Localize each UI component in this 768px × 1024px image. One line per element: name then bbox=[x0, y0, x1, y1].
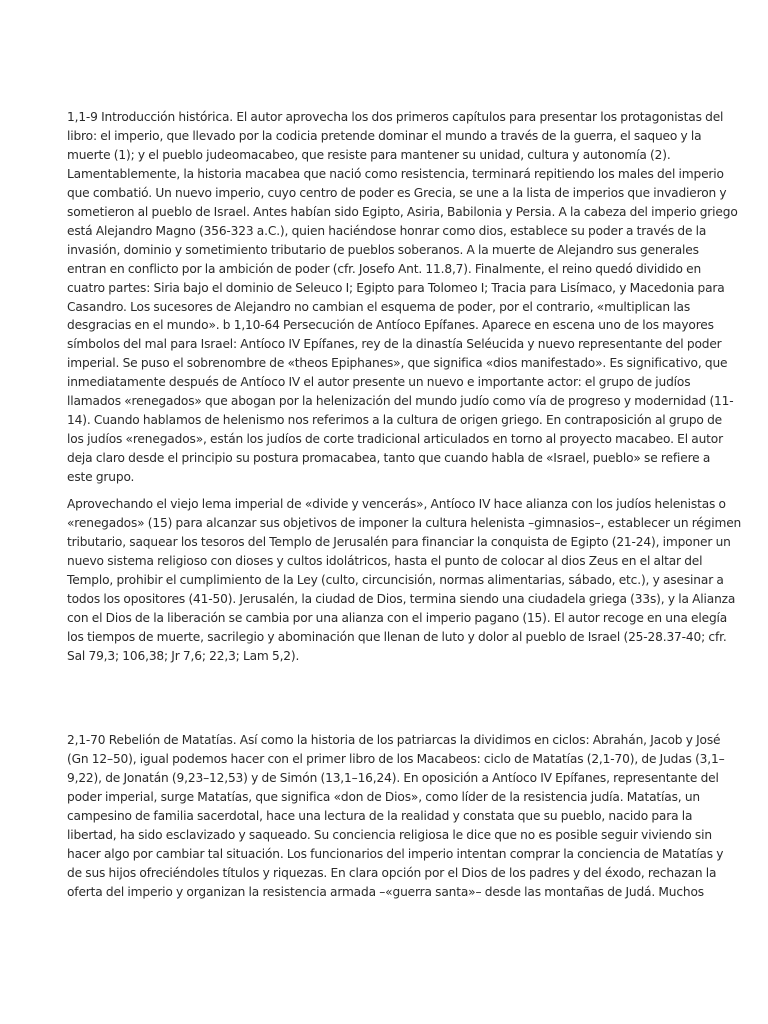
text-line: 2,1-70 Rebelión de Matatías. Así como la historia de los patriarcas la dividimos en ciclos: Abrahán, Jacob y José bbox=[67, 733, 721, 747]
text-line: este grupo. bbox=[67, 470, 135, 485]
text-line: libro: el imperio, que llevado por la codicia pretende dominar el mundo a través de la guerra, el saqueo y la bbox=[67, 128, 702, 143]
text-line: los tiempos de muerte, sacrilegio y abominación que llenan de luto y dolor al pueblo de Israel (25-28.37-40; cfr. bbox=[67, 629, 727, 644]
text-line: hacer algo por cambiar tal situación. Los funcionarios del imperio intentan comprar la conciencia de Matatías y bbox=[67, 846, 724, 861]
text-line: Lamentablemente, la historia macabea que nació como resistencia, terminará repitiendo los males del imperio bbox=[67, 166, 724, 181]
text-line: sometieron al pueblo de Israel. Antes habían sido Egipto, Asiria, Babilonia y Persia. A la cabeza del imperio griego bbox=[67, 204, 738, 219]
text-line: invasión, dominio y sometimiento tributario de pueblos soberanos. A la muerte de Alejandro sus generales bbox=[67, 242, 699, 257]
text-line: Templo, prohibir el cumplimiento de la Ley (culto, circuncisión, normas alimentarias, sábado, etc.), y asesinar a bbox=[67, 572, 724, 587]
text-line: muerte (1); y el pueblo judeomacabeo, que resiste para mantener su unidad, cultura y autonomía (2). bbox=[67, 147, 671, 162]
text-line: llamados «renegados» que abogan por la helenización del mundo judío como vía de progreso y modernidad (11- bbox=[67, 394, 734, 409]
text-line: inmediatamente después de Antíoco IV el autor presente un nuevo e importante actor: el grupo de judíos bbox=[67, 375, 691, 390]
text-line: imperial. Se puso el sobrenombre de «theos Epiphanes», que significa «dios manifestado». Es significativo, que bbox=[67, 356, 728, 371]
text-line: Casandro. Los sucesores de Alejandro no cambian el esquema de poder, por el contrario, «multiplican las bbox=[67, 299, 691, 314]
text-line: está Alejandro Magno (356-323 a.C.), quien haciéndose honrar como dios, establece su poder a través de la bbox=[67, 223, 707, 238]
text-line: los judíos «renegados», están los judíos de corte tradicional articulados en torno al proyecto macabeo. El autor bbox=[67, 432, 723, 447]
text-line: oferta del imperio y organizan la resistencia armada –«guerra santa»– desde las montañas de Judá. Muchos bbox=[67, 884, 704, 899]
text-line: todos los opositores (41-50). Jerusalén, la ciudad de Dios, termina siendo una ciudadela griega (33s), y la Alianza bbox=[67, 591, 736, 606]
paragraph-mattathias-rebellion bbox=[67, 731, 725, 902]
text-line: desgracias en el mundo». b 1,10-64 Persecución de Antíoco Epífanes. Aparece en escena uno de los mayores bbox=[67, 318, 714, 333]
text-line: símbolos del mal para Israel: Antíoco IV Epífanes, rey de la dinastía Seléucida y nuevo representante del poder bbox=[67, 337, 722, 352]
text-line: Aprovechando el viejo lema imperial de «divide y vencerás», Antíoco IV hace alianza con los judíos helenistas o bbox=[67, 497, 726, 511]
text-line: de sus hijos ofreciéndoles títulos y riquezas. En clara opción por el Dios de los padres y del éxodo, rechazan la bbox=[67, 865, 717, 880]
text-line: nuevo sistema religioso con dioses y cultos idolátricos, hasta el punto de colocar al dios Zeus en el altar del bbox=[67, 553, 703, 568]
text-line: libertad, ha sido esclavizado y saqueado. Su conciencia religiosa le dice que no es posible seguir viviendo sin bbox=[67, 827, 712, 842]
text-line: «renegados» (15) para alcanzar sus objetivos de imponer la cultura helenista –gimnasios–, establecer un régimen bbox=[67, 515, 742, 530]
text-line: 9,22), de Jonatán (9,23–12,53) y de Simón (13,1–16,24). En oposición a Antíoco IV Epífanes, representante del bbox=[67, 770, 719, 785]
text-line: poder imperial, surge Matatías, que significa «don de Dios», como líder de la resistencia judía. Matatías, un bbox=[67, 789, 700, 804]
paragraph-antiochus-alliance bbox=[67, 495, 742, 666]
text-line: cuatro partes: Siria bajo el dominio de Seleuco I; Egipto para Tolomeo I; Tracia para Lisímaco, y Macedonia para bbox=[67, 280, 725, 295]
text-line: 1,1-9 Introducción histórica. El autor aprovecha los dos primeros capítulos para presentar los protagonistas del bbox=[67, 110, 724, 124]
text-line: deja claro desde el principio su postura promacabea, tanto que cuando habla de «Israel, pueblo» se refiere a bbox=[67, 451, 711, 466]
text-line: Sal 79,3; 106,38; Jr 7,6; 22,3; Lam 5,2). bbox=[67, 648, 300, 663]
text-line: que combatió. Un nuevo imperio, cuyo centro de poder es Grecia, se une a la lista de imperios que invadieron y bbox=[67, 185, 727, 200]
text-line: 14). Cuando hablamos de helenismo nos referimos a la cultura de origen griego. En contraposición al grupo de bbox=[67, 413, 723, 428]
text-line: entran en conflicto por la ambición de poder (cfr. Josefo Ant. 11.8,7). Finalmente, el reino quedó dividido en bbox=[67, 261, 702, 276]
text-line: campesino de familia sacerdotal, hace una lectura de la realidad y constata que su pueblo, nacido para la bbox=[67, 808, 693, 823]
paragraph-historical-introduction bbox=[67, 108, 738, 487]
text-line: con el Dios de la liberación se cambia por una alianza con el imperio pagano (15). El autor recoge en una elegía bbox=[67, 610, 728, 625]
text-line: (Gn 12–50), igual podemos hacer con el primer libro de los Macabeos: ciclo de Matatías (2,1-70), de Judas (3,1– bbox=[67, 751, 725, 766]
text-line: tributario, saquear los tesoros del Templo de Jerusalén para financiar la conquista de Egipto (21-24), imponer un bbox=[67, 534, 731, 549]
